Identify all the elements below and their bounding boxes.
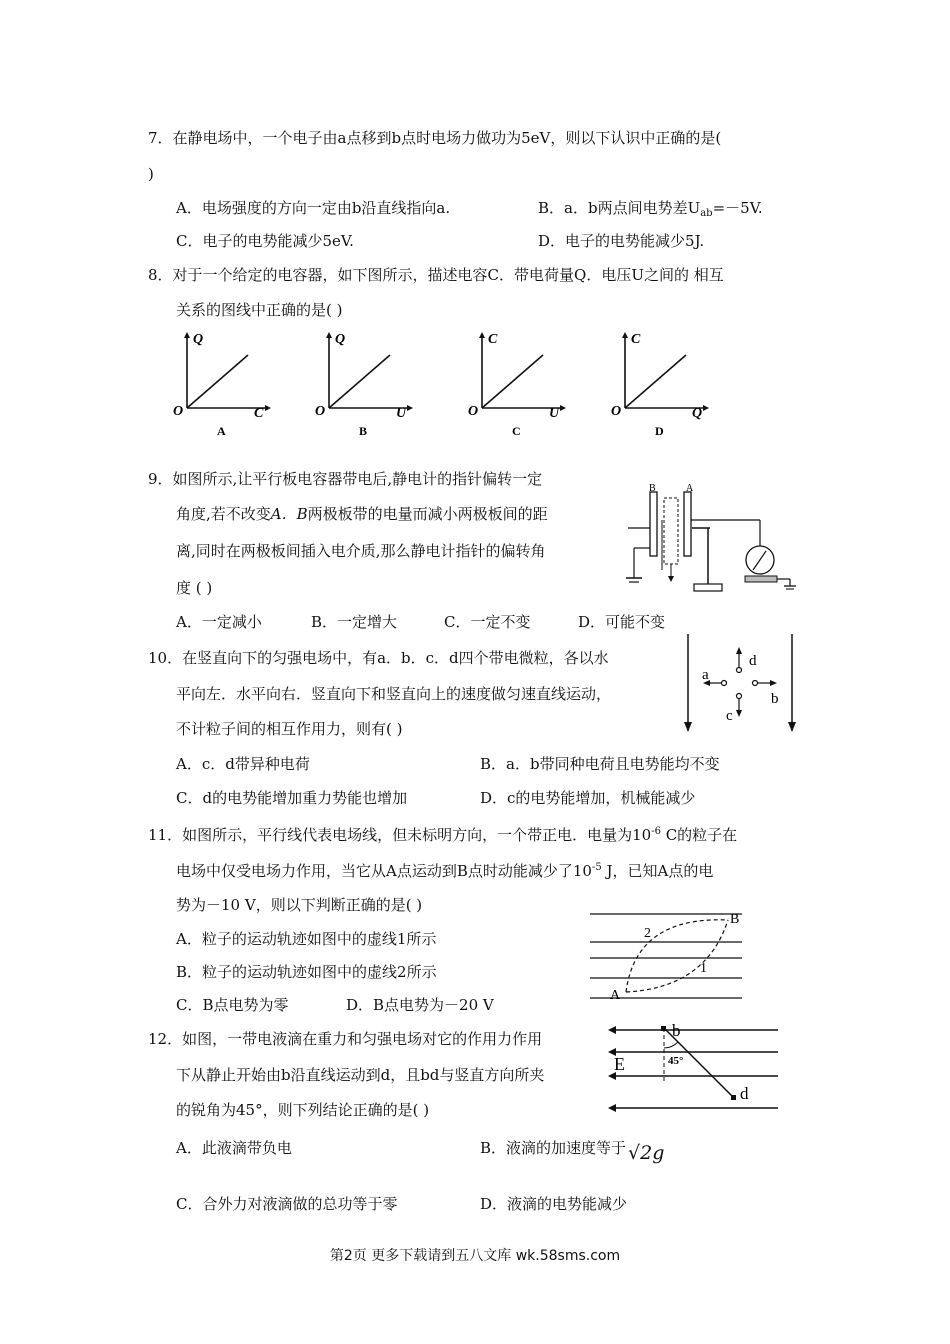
q7-option-c: C．电子的电势能减少5eV. xyxy=(176,232,354,250)
q11-stem-line1: 11．如图所示，平行线代表电场线，但未标明方向，一个带正电．电量为$10^{-6}$ C的粒子在 xyxy=(148,826,738,844)
q8-b-x-label: U xyxy=(396,406,407,421)
q9-stem-line2: 角度,若不改变A．B两极板带的电量而减小两极板间的距 xyxy=(176,505,548,523)
q11-option-a: A．粒子的运动轨迹如图中的虚线1所示 xyxy=(176,930,437,948)
q11-label-b: B xyxy=(730,912,740,927)
q12-option-a: A．此液滴带负电 xyxy=(176,1139,292,1157)
q10-option-c: C．d的电势能增加重力势能也增加 xyxy=(176,789,408,807)
q11-option-d: D．B点电势为－20 V xyxy=(346,996,494,1014)
q10-label-c: c xyxy=(726,708,733,724)
q7-stem-line1: 7．在静电场中，一个电子由a点移到b点时电场力做功为5eV，则以下认识中正确的是( xyxy=(148,129,722,147)
q8-a-x-label: C xyxy=(254,406,264,421)
q9-option-d: D．可能不变 xyxy=(578,613,666,631)
q8-d-origin: O xyxy=(611,404,622,419)
q9-plate-a-label: A xyxy=(686,483,694,494)
q8-stem-line1: 8．对于一个给定的电容器，如下图所示，描述电容C．带电荷量Q．电压U之间的 相互 xyxy=(148,266,724,284)
q9-stem-line1: 9．如图所示,让平行板电容器带电后,静电计的指针偏转一定 xyxy=(148,470,543,488)
q11-stem-line3: 势为－10 V，则以下判断正确的是( ) xyxy=(176,896,423,914)
q9-plate-b-label: B xyxy=(649,483,656,494)
q7-option-b: B．a．b两点间电势差$U_{ab}=-5V$. xyxy=(538,199,763,219)
q8-d-caption: D xyxy=(655,424,664,438)
q8-d-y-label: C xyxy=(631,332,641,347)
q11-option-c: C．B点电势为零 xyxy=(176,996,289,1014)
q12-figure xyxy=(604,1018,784,1118)
q11-label-path2: 2 xyxy=(644,926,651,941)
q11-figure xyxy=(586,906,756,1006)
q11-label-path1: 1 xyxy=(700,961,707,976)
q12-option-b: B．液滴的加速度等于 √2g xyxy=(480,1139,665,1164)
q9-option-b: B．一定增大 xyxy=(311,613,398,631)
q8-c-origin: O xyxy=(468,404,479,419)
q8-c-y-label: C xyxy=(488,332,498,347)
q12-option-c: C．合外力对液滴做的总功等于零 xyxy=(176,1195,398,1213)
q9-figure xyxy=(620,480,800,600)
q12-label-b: b xyxy=(672,1021,681,1040)
q9-option-a: A．一定减小 xyxy=(176,613,262,631)
q7-option-a: A．电场强度的方向一定由b沿直线指向a. xyxy=(176,199,451,217)
q8-b-origin: O xyxy=(315,404,326,419)
q8-a-origin: O xyxy=(173,404,184,419)
q8-c-x-label: U xyxy=(549,406,560,421)
q7-option-d: D．电子的电势能减少5J. xyxy=(538,232,705,250)
q10-figure xyxy=(680,632,800,736)
q11-label-a: A xyxy=(610,988,621,1003)
q10-label-b: b xyxy=(771,691,779,707)
q9-option-c: C．一定不变 xyxy=(444,613,531,631)
q12-stem-line1: 12．如图，一带电液滴在重力和匀强电场对它的作用力作用 xyxy=(148,1030,543,1048)
q9-stem-line3: 离,同时在两极板间插入电介质,那么静电计指针的偏转角 xyxy=(176,542,546,560)
q8-b-y-label: Q xyxy=(335,332,346,347)
q10-stem-line1: 10．在竖直向下的匀强电场中，有a．b．c．d四个带电微粒，各以水 xyxy=(148,649,609,667)
q8-a-y-label: Q xyxy=(193,332,204,347)
q10-option-a: A．c．d带异种电荷 xyxy=(176,755,310,773)
q10-stem-line3: 不计粒子间的相互作用力，则有( ) xyxy=(176,720,403,738)
q8-a-caption: A xyxy=(217,424,226,438)
q8-c-caption: C xyxy=(512,424,521,438)
q8-stem-line2: 关系的图线中正确的是( ) xyxy=(176,301,343,319)
q10-label-d: d xyxy=(749,653,757,669)
q12-stem-line3: 的锐角为45°，则下列结论正确的是( ) xyxy=(176,1101,430,1119)
q8-graph-d xyxy=(608,325,708,440)
q12-label-angle: 45° xyxy=(668,1055,684,1067)
q7-stem-line2: ) xyxy=(148,165,154,183)
q8-graph-b xyxy=(312,325,412,440)
q10-option-d: D．c的电势能增加，机械能减少 xyxy=(480,789,696,807)
q12-stem-line2: 下从静止开始由b沿直线运动到d，且bd与竖直方向所夹 xyxy=(176,1066,545,1084)
q11-option-b: B．粒子的运动轨迹如图中的虚线2所示 xyxy=(176,963,437,981)
q11-stem-line2: 电场中仅受电场力作用，当它从A点运动到B点时动能减少了$10^{-5}$ J，已知A点的电 xyxy=(176,862,714,880)
q12-label-d: d xyxy=(740,1084,749,1103)
q9-stem-line4: 度 ( ) xyxy=(176,579,213,597)
q12-option-b-formula: √2g xyxy=(628,1142,665,1164)
q12-label-e: E xyxy=(614,1054,625,1074)
q10-stem-line2: 平向左．水平向右．竖直向下和竖直向上的速度做匀速直线运动， xyxy=(176,685,612,703)
q12-option-d: D．液滴的电势能减少 xyxy=(480,1195,628,1213)
q10-label-a: a xyxy=(702,667,709,683)
q8-d-x-label: Q xyxy=(692,406,703,421)
page-footer: 第2页 更多下载请到五八文库 wk.58sms.com xyxy=(329,1248,621,1264)
q8-b-caption: B xyxy=(359,424,368,438)
q8-graph-c xyxy=(465,325,565,440)
q10-option-b: B．a．b带同种电荷且电势能均不变 xyxy=(480,755,720,773)
q8-graph-a xyxy=(170,325,270,440)
